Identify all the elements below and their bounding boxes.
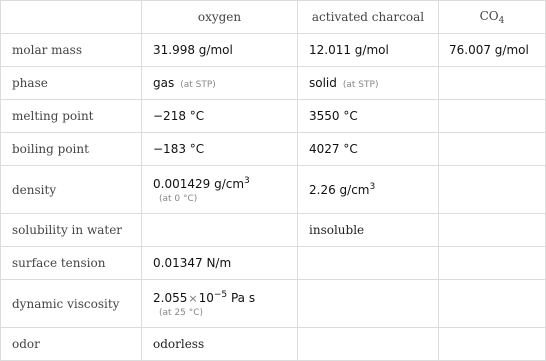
boiling-point-co4 [439,133,546,166]
column-header-oxygen: oxygen [142,1,298,34]
table-row [1,34,546,67]
density-co4 [439,166,546,214]
dynamic-viscosity-co4 [439,280,546,328]
row-label-surface-tension: surface tension [1,247,142,280]
odor-oxygen: odorless [142,328,298,361]
melting-point-activated-charcoal: 3550 °C [298,100,439,133]
row-label-odor: odor [1,328,142,361]
solubility-oxygen [142,214,298,247]
surface-tension-oxygen: 0.01347 N/m [142,247,298,280]
viscosity-base: 10 [198,290,214,305]
molar-mass-co4: 76.007 g/mol [439,34,546,67]
table-row [1,247,546,280]
density-charcoal-exponent: 3 [369,182,376,192]
header-row [1,1,546,34]
solubility-activated-charcoal: insoluble [298,214,439,247]
density-oxygen-exponent: 3 [244,175,250,186]
header-empty-cell [1,1,142,34]
co4-formula-base: CO [479,8,499,23]
row-label-melting-point: melting point [1,100,142,133]
molar-mass-oxygen: 31.998 g/mol [142,34,298,67]
table-row [1,214,546,247]
density-oxygen [142,166,298,214]
molar-mass-activated-charcoal: 12.011 g/mol [298,34,439,67]
table-row [1,280,546,328]
phase-activated-charcoal [298,67,439,100]
odor-activated-charcoal [298,328,439,361]
row-label-dynamic-viscosity: dynamic viscosity [1,280,142,328]
boiling-point-oxygen: −183 °C [142,133,298,166]
dynamic-viscosity-activated-charcoal [298,280,439,328]
surface-tension-activated-charcoal [298,247,439,280]
phase-oxygen-value: gas [153,76,175,90]
row-label-phase: phase [1,67,142,100]
table-row [1,100,546,133]
melting-point-oxygen: −218 °C [142,100,298,133]
viscosity-times-sign: × [188,291,198,305]
density-oxygen-value: 0.001429 g/cm [153,176,245,191]
density-oxygen-note: (at 0 °C) [159,193,198,204]
row-label-solubility: solubility in water [1,214,142,247]
phase-co4 [439,67,546,100]
row-label-density: density [1,166,142,214]
row-label-molar-mass: molar mass [1,34,142,67]
table-row [1,133,546,166]
density-activated-charcoal [298,166,439,214]
boiling-point-activated-charcoal: 4027 °C [298,133,439,166]
column-header-co4 [439,1,546,34]
odor-co4 [439,328,546,361]
row-label-boiling-point: boiling point [1,133,142,166]
table-row [1,166,546,214]
co4-formula-subscript: 4 [498,15,505,26]
viscosity-mantissa: 2.055 [153,290,188,305]
phase-oxygen [142,67,298,100]
dynamic-viscosity-oxygen [142,280,298,328]
melting-point-co4 [439,100,546,133]
phase-charcoal-value: solid [309,76,337,90]
table-row [1,67,546,100]
density-charcoal-value: 2.26 g/cm [309,183,370,197]
phase-oxygen-note: (at STP) [180,80,216,90]
phase-charcoal-note: (at STP) [342,80,379,90]
solubility-co4 [439,214,546,247]
surface-tension-co4 [439,247,546,280]
column-header-activated-charcoal: activated charcoal [298,1,439,34]
table-row [1,328,546,361]
viscosity-note: (at 25 °C) [159,307,204,318]
viscosity-unit: Pa s [227,290,256,305]
viscosity-exponent: −5 [213,289,228,300]
